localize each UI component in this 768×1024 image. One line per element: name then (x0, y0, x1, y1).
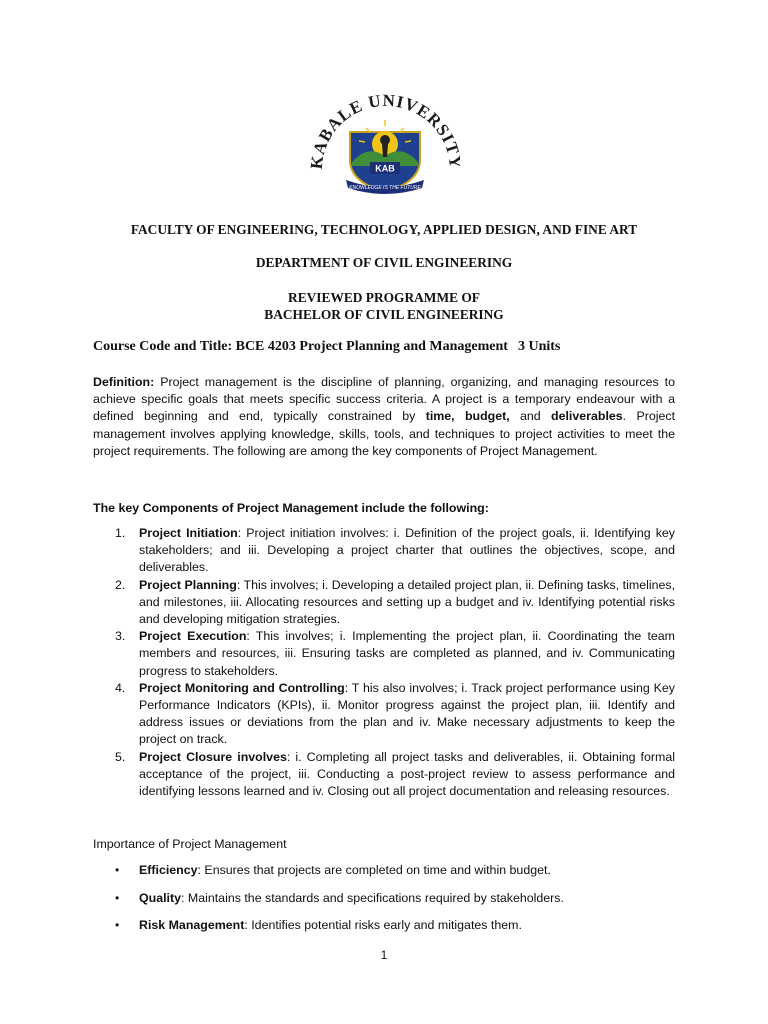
list-item-text: : Maintains the standards and specifications required by stakeholders. (181, 890, 564, 905)
bullet-icon: • (115, 918, 120, 932)
list-item (93, 862, 675, 890)
course-units: 3 Units (517, 339, 561, 354)
programme-heading-line2: BACHELOR OF CIVIL ENGINEERING (264, 307, 504, 322)
list-item-text: : Ensures that projects are completed on time and within budget. (197, 863, 551, 877)
department-heading: DEPARTMENT OF CIVIL ENGINEERING (255, 255, 513, 270)
list-item-text: : This involves; i. Implementing the project plan, ii. Coordinating the team members and resources, iii. Ensuring tasks are completed as planned, and iv. Communicating progress to stakeholders. (139, 629, 675, 678)
list-item (93, 680, 675, 749)
course-title-text: Course Code and Title: BCE 4203 Project Planning and Management (93, 339, 508, 354)
logo-emblem-icon (310, 82, 460, 198)
faculty-heading: FACULTY OF ENGINEERING, TECHNOLOGY, APPLIED DESIGN, AND FINE ART (130, 222, 638, 237)
components-list (93, 525, 675, 800)
list-item-number: 5. (115, 749, 126, 764)
bullet-icon: • (115, 890, 120, 905)
definition-bold-deliverables: deliverables (551, 409, 623, 424)
list-item-text: : Project initiation involves: i. Definition of the project goals, ii. Identifying key stakeholders; and iii. Developing a project charter that outlines the objectives, scope, and deliverables. (139, 526, 675, 575)
university-logo (310, 82, 460, 198)
list-item-text: : i. Completing all project tasks and deliverables, ii. Obtaining formal acceptance of the project, iii. Conducting a post-project review to assess performance and identifying lessons learned and iv. Closing out all project documentation and releasing resources. (139, 749, 675, 799)
list-item-text: : Identifies potential risks early and mitigates them. (244, 918, 522, 932)
definition-paragraph (93, 374, 675, 460)
definition-text-c: . Project management involves applying knowledge, skills, tools, and techniques to project activities to meet the project requirements. The following are among the key components of Project Management. (93, 409, 676, 458)
definition-label: Definition: (93, 375, 155, 389)
course-code-title (93, 339, 693, 355)
list-item-label: Risk Management (139, 918, 245, 932)
list-item-label: Project Monitoring and Controlling (139, 680, 345, 695)
importance-list (93, 862, 675, 945)
list-item (93, 890, 675, 918)
list-item-label: Project Execution (139, 629, 247, 644)
list-item-number: 4. (115, 680, 126, 695)
definition-text-b: and (509, 409, 552, 424)
logo-shield-text: KAB (375, 163, 395, 174)
definition-text-a: Project management is the discipline of planning, organizing, and managing resources to achieve specific goals that meets specific success criteria. A project is a temporary endeavour with a defined beginning and end, typically constrained by (93, 375, 675, 424)
list-item-number: 1. (115, 526, 126, 540)
list-item-number: 3. (115, 629, 126, 644)
list-item (93, 525, 675, 577)
importance-heading: Importance of Project Management (93, 837, 287, 851)
page-number: 1 (380, 948, 388, 962)
list-item-label: Quality (139, 890, 181, 905)
components-heading: The key Components of Project Management include the following: (93, 501, 489, 515)
list-item-number: 2. (115, 577, 126, 592)
list-item (93, 577, 675, 629)
list-item-text: : T his also involves; i. Track project performance using Key Performance Indicators (KPIs), ii. Monitor progress against the project plan, iii. Identify and address issues or deviations from the plan and iv. Make necessary adjustments to keep the project on track. (139, 680, 675, 747)
list-item-label: Project Closure involves (139, 749, 287, 764)
list-item-label: Project Planning (139, 577, 237, 592)
definition-bold-constraints: time, budget, (425, 409, 510, 424)
list-item-label: Efficiency (139, 863, 198, 877)
programme-heading-line1: REVIEWED PROGRAMME OF (288, 290, 480, 305)
logo-university-name: ABALE UNIVERSI (310, 90, 459, 157)
list-item-label: Project Initiation (139, 526, 238, 540)
list-item (93, 917, 675, 945)
list-item (93, 749, 675, 801)
list-item-text: : This involves; i. Developing a detailed project plan, ii. Defining tasks, timelines, and milestones, iii. Allocating resources and setting up a budget and iv. Identifying potential risks and developing mitigation strategies. (139, 577, 676, 627)
list-item (93, 628, 675, 680)
bullet-icon: • (115, 863, 120, 877)
logo-motto: KNOWLEDGE IS THE FUTURE (349, 185, 421, 191)
